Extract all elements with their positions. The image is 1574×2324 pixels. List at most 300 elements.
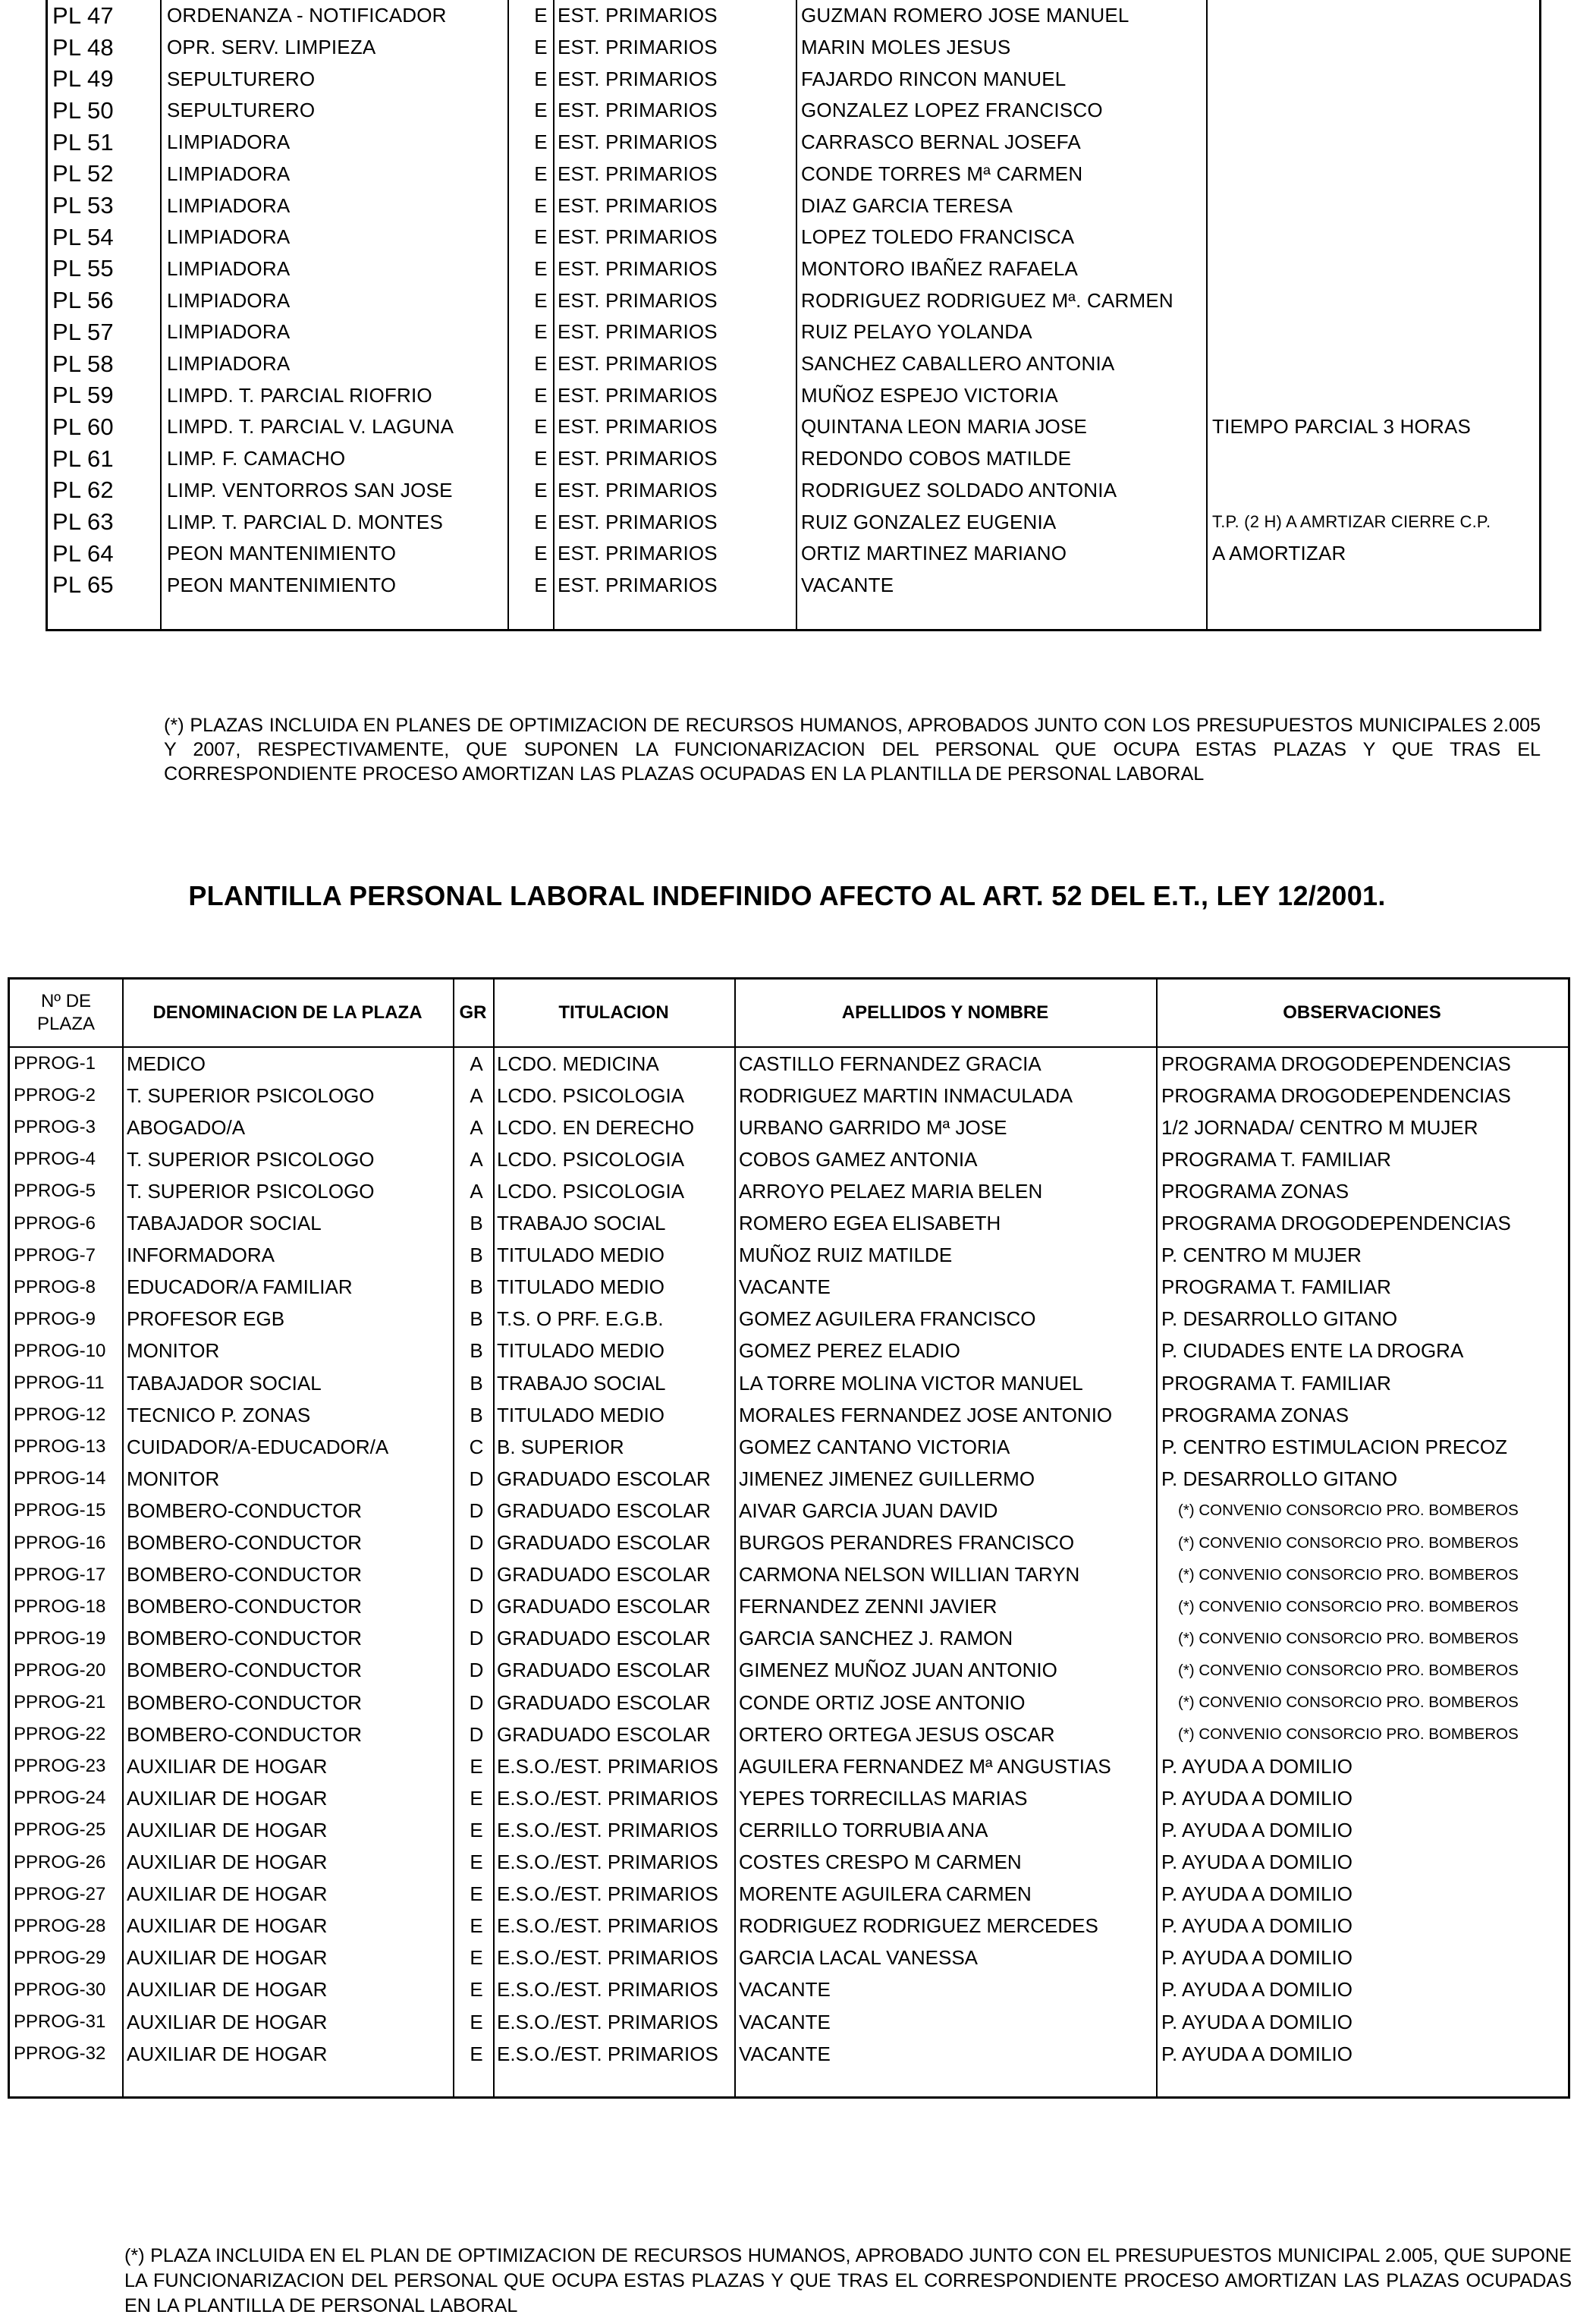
cell-denominacion: BOMBERO-CONDUCTOR	[127, 1498, 363, 1522]
cell-nombre: GIMENEZ MUÑOZ JUAN ANTONIO	[739, 1659, 1057, 1682]
cell-code: PPROG-13	[14, 1436, 106, 1458]
cell-nombre: DIAZ GARCIA TERESA	[801, 193, 1013, 217]
cell-denominacion: LIMPIADORA	[167, 256, 291, 280]
table-row	[10, 2006, 1568, 2038]
cell-nombre: RODRIGUEZ RODRIGUEZ MERCEDES	[739, 1914, 1098, 1938]
cell-code: PPROG-22	[14, 1724, 106, 1745]
table-row	[10, 1623, 1568, 1655]
cell-gr: E	[534, 225, 548, 249]
cell-observaciones: A AMORTIZAR	[1212, 542, 1346, 565]
cell-nombre: FAJARDO RINCON MANUEL	[801, 67, 1067, 90]
cell-nombre: BURGOS PERANDRES FRANCISCO	[739, 1531, 1075, 1555]
cell-gr: B	[470, 1307, 483, 1331]
cell-denominacion: BOMBERO-CONDUCTOR	[127, 1563, 363, 1587]
table-row	[48, 0, 1539, 32]
cell-denominacion: TABAJADOR SOCIAL	[127, 1371, 322, 1395]
cell-observaciones: P. AYUDA A DOMILIO	[1161, 2042, 1353, 2065]
cell-titulacion: EST. PRIMARIOS	[558, 225, 718, 249]
cell-denominacion: AUXILIAR DE HOGAR	[127, 1914, 328, 1938]
table-row	[10, 1655, 1568, 1687]
cell-titulacion: GRADUADO ESCOLAR	[497, 1722, 711, 1746]
cell-code: PPROG-30	[14, 1979, 106, 2000]
cell-nombre: VACANTE	[801, 573, 894, 596]
cell-denominacion: EDUCADOR/A FAMILIAR	[127, 1275, 353, 1299]
cell-observaciones: P. AYUDA A DOMILIO	[1161, 1851, 1353, 1874]
cell-denominacion: TECNICO P. ZONAS	[127, 1403, 311, 1426]
cell-nombre: FERNANDEZ ZENNI JAVIER	[739, 1595, 997, 1618]
cell-code: PPROG-17	[14, 1564, 106, 1585]
cell-titulacion: TITULADO MEDIO	[497, 1339, 665, 1363]
cell-titulacion: EST. PRIMARIOS	[558, 67, 718, 90]
table-row	[10, 1335, 1568, 1367]
cell-gr: E	[534, 36, 548, 59]
table-row	[10, 1463, 1568, 1495]
cell-denominacion: T. SUPERIOR PSICOLOGO	[127, 1083, 375, 1107]
cell-nombre: RUIZ PELAYO YOLANDA	[801, 320, 1032, 344]
cell-titulacion: E.S.O./EST. PRIMARIOS	[497, 1946, 718, 1970]
cell-code: PL 61	[52, 445, 114, 472]
cell-titulacion: LCDO. PSICOLOGIA	[497, 1179, 685, 1203]
cell-gr: D	[469, 1659, 484, 1682]
cell-code: PL 51	[52, 128, 114, 156]
cell-code: PPROG-12	[14, 1404, 106, 1426]
table-row	[10, 1304, 1568, 1335]
cell-gr: D	[469, 1690, 484, 1714]
table-row	[48, 190, 1539, 222]
cell-code: PPROG-23	[14, 1756, 106, 1777]
cell-nombre: CONDE ORTIZ JOSE ANTONIO	[739, 1690, 1026, 1714]
table-row	[48, 32, 1539, 64]
cell-code: PL 50	[52, 96, 114, 124]
cell-gr: E	[470, 2010, 483, 2033]
cell-titulacion: LCDO. PSICOLOGIA	[497, 1083, 685, 1107]
table-row	[10, 1527, 1568, 1559]
table-row	[10, 1367, 1568, 1399]
cell-gr: B	[470, 1212, 483, 1235]
cell-gr: B	[470, 1403, 483, 1426]
cell-nombre: VACANTE	[739, 1978, 831, 2002]
cell-nombre: MORALES FERNANDEZ JOSE ANTONIO	[739, 1403, 1113, 1426]
cell-nombre: ORTERO ORTEGA JESUS OSCAR	[739, 1722, 1055, 1746]
cell-nombre: AIVAR GARCIA JUAN DAVID	[739, 1498, 998, 1522]
cell-code: PPROG-7	[14, 1244, 96, 1266]
table-row	[48, 316, 1539, 348]
cell-titulacion: EST. PRIMARIOS	[558, 162, 718, 185]
cell-titulacion: EST. PRIMARIOS	[558, 383, 718, 407]
cell-code: PL 53	[52, 192, 114, 219]
cell-gr: E	[534, 288, 548, 312]
cell-observaciones: 1/2 JORNADA/ CENTRO M MUJER	[1161, 1115, 1478, 1139]
cell-observaciones: P. CENTRO ESTIMULACION PRECOZ	[1161, 1435, 1508, 1458]
cell-observaciones: P. AYUDA A DOMILIO	[1161, 1786, 1353, 1810]
table-row	[10, 1750, 1568, 1782]
cell-code: PPROG-18	[14, 1596, 106, 1617]
cell-titulacion: GRADUADO ESCOLAR	[497, 1659, 711, 1682]
cell-nombre: RUIZ GONZALEZ EUGENIA	[801, 510, 1057, 533]
cell-nombre: SANCHEZ CABALLERO ANTONIA	[801, 352, 1115, 376]
table-row	[48, 285, 1539, 316]
cell-gr: B	[470, 1339, 483, 1363]
cell-gr: E	[534, 447, 548, 470]
cell-code: PPROG-9	[14, 1308, 96, 1329]
cell-nombre: GONZALEZ LOPEZ FRANCISCO	[801, 99, 1103, 122]
cell-code: PPROG-26	[14, 1851, 106, 1873]
cell-titulacion: E.S.O./EST. PRIMARIOS	[497, 1914, 718, 1938]
cell-gr: E	[470, 1914, 483, 1938]
cell-gr: A	[470, 1115, 483, 1139]
cell-nombre: RODRIGUEZ SOLDADO ANTONIA	[801, 478, 1117, 502]
cell-nombre: RODRIGUEZ MARTIN INMACULADA	[739, 1083, 1073, 1107]
table-row	[48, 570, 1539, 602]
cell-titulacion: EST. PRIMARIOS	[558, 4, 718, 27]
cell-nombre: COBOS GAMEZ ANTONIA	[739, 1147, 978, 1171]
cell-titulacion: E.S.O./EST. PRIMARIOS	[497, 1754, 718, 1778]
table-row	[10, 1143, 1568, 1175]
cell-code: PL 62	[52, 476, 114, 504]
table-row	[10, 1687, 1568, 1719]
section-title: PLANTILLA PERSONAL LABORAL INDEFINIDO AFECTO AL ART. 52 DEL E.T., LEY 12/2001.	[188, 880, 1386, 911]
cell-code: PPROG-6	[14, 1212, 96, 1234]
cell-observaciones: P. AYUDA A DOMILIO	[1161, 1818, 1353, 1841]
cell-observaciones: P. AYUDA A DOMILIO	[1161, 2010, 1353, 2033]
cell-gr: D	[469, 1498, 484, 1522]
indefinido-table	[8, 977, 1570, 2099]
cell-code: PPROG-14	[14, 1468, 106, 1489]
cell-code: PL 65	[52, 571, 114, 599]
cell-nombre: VACANTE	[739, 2010, 831, 2033]
table-row	[48, 538, 1539, 570]
cell-code: PL 49	[52, 65, 114, 93]
cell-denominacion: OPR. SERV. LIMPIEZA	[167, 36, 376, 59]
cell-titulacion: GRADUADO ESCOLAR	[497, 1467, 711, 1490]
cell-denominacion: LIMPIADORA	[167, 288, 291, 312]
table-row	[48, 475, 1539, 507]
header-observaciones: OBSERVACIONES	[1283, 1002, 1441, 1023]
cell-observaciones: (*) CONVENIO CONSORCIO PRO. BOMBEROS	[1178, 1693, 1519, 1712]
cell-gr: E	[470, 1786, 483, 1810]
cell-denominacion: INFORMADORA	[127, 1244, 275, 1267]
cell-code: PPROG-25	[14, 1819, 106, 1841]
cell-observaciones: TIEMPO PARCIAL 3 HORAS	[1212, 415, 1472, 439]
cell-gr: C	[469, 1435, 484, 1458]
cell-code: PPROG-2	[14, 1085, 96, 1106]
table-row	[10, 1112, 1568, 1143]
cell-denominacion: BOMBERO-CONDUCTOR	[127, 1595, 363, 1618]
cell-code: PL 63	[52, 508, 114, 536]
cell-gr: E	[470, 1978, 483, 2002]
cell-gr: D	[469, 1595, 484, 1618]
cell-denominacion: LIMPD. T. PARCIAL RIOFRIO	[167, 383, 432, 407]
table-row	[10, 1175, 1568, 1207]
cell-denominacion: AUXILIAR DE HOGAR	[127, 1978, 328, 2002]
cell-denominacion: AUXILIAR DE HOGAR	[127, 1754, 328, 1778]
cell-code: PPROG-3	[14, 1117, 96, 1138]
table-row	[48, 222, 1539, 253]
cell-code: PL 54	[52, 223, 114, 250]
cell-nombre: ROMERO EGEA ELISABETH	[739, 1212, 1001, 1235]
cell-code: PPROG-20	[14, 1659, 106, 1681]
cell-observaciones: PROGRAMA ZONAS	[1161, 1403, 1349, 1426]
cell-denominacion: LIMP. VENTORROS SAN JOSE	[167, 478, 453, 502]
cell-denominacion: T. SUPERIOR PSICOLOGO	[127, 1179, 375, 1203]
table-row	[10, 1399, 1568, 1431]
header-code-line2: PLAZA	[36, 1014, 96, 1034]
cell-gr: A	[470, 1052, 483, 1075]
cell-observaciones: P. AYUDA A DOMILIO	[1161, 1978, 1353, 2002]
cell-nombre: MORENTE AGUILERA CARMEN	[739, 1882, 1032, 1906]
cell-gr: E	[534, 67, 548, 90]
footnote-bomberos: (*) PLAZA INCLUIDA EN EL PLAN DE OPTIMIZACION DE RECURSOS HUMANOS, APROBADO JUNTO CON EL PRESUPUESTOS MUNICIPAL 2.005, QUE SUPONE LA FUNCIONARIZACION DEL PERSONAL QUE OCUPA ESTAS PLAZAS Y QUE TRAS EL CORRESPONDIENTE PROCESO AMORTIZAN LAS PLAZAS OCUPADAS EN LA PLANTILLA DE PERSONAL LABORAL	[124, 2245, 1572, 2316]
cell-observaciones: P. DESARROLLO GITANO	[1161, 1467, 1398, 1490]
cell-titulacion: E.S.O./EST. PRIMARIOS	[497, 1851, 718, 1874]
cell-nombre: ORTIZ MARTINEZ MARIANO	[801, 542, 1067, 565]
cell-gr: E	[470, 1754, 483, 1778]
cell-gr: E	[470, 1946, 483, 1970]
cell-titulacion: LCDO. PSICOLOGIA	[497, 1147, 685, 1171]
cell-denominacion: LIMPIADORA	[167, 352, 291, 376]
cell-denominacion: AUXILIAR DE HOGAR	[127, 1851, 328, 1874]
cell-gr: A	[470, 1147, 483, 1171]
cell-gr: D	[469, 1563, 484, 1587]
cell-nombre: REDONDO COBOS MATILDE	[801, 447, 1072, 470]
cell-titulacion: EST. PRIMARIOS	[558, 99, 718, 122]
cell-code: PL 57	[52, 318, 114, 345]
laboral-table	[46, 0, 1541, 631]
cell-titulacion: EST. PRIMARIOS	[558, 36, 718, 59]
cell-titulacion: GRADUADO ESCOLAR	[497, 1690, 711, 1714]
cell-nombre: LA TORRE MOLINA VICTOR MANUEL	[739, 1371, 1083, 1395]
cell-denominacion: MEDICO	[127, 1052, 206, 1075]
cell-gr: A	[470, 1179, 483, 1203]
cell-nombre: QUINTANA LEON MARIA JOSE	[801, 415, 1088, 439]
table-row	[48, 411, 1539, 443]
cell-nombre: CONDE TORRES Mª CARMEN	[801, 162, 1083, 185]
cell-titulacion: TITULADO MEDIO	[497, 1244, 665, 1267]
cell-nombre: CERRILLO TORRUBIA ANA	[739, 1818, 988, 1841]
table-row	[48, 506, 1539, 538]
table-row	[48, 95, 1539, 127]
cell-nombre: RODRIGUEZ RODRIGUEZ Mª. CARMEN	[801, 288, 1173, 312]
cell-titulacion: EST. PRIMARIOS	[558, 542, 718, 565]
cell-observaciones: (*) CONVENIO CONSORCIO PRO. BOMBEROS	[1178, 1597, 1519, 1615]
cell-code: PPROG-4	[14, 1149, 96, 1170]
cell-denominacion: MONITOR	[127, 1467, 220, 1490]
cell-code: PL 60	[52, 413, 114, 440]
cell-denominacion: AUXILIAR DE HOGAR	[127, 1818, 328, 1841]
cell-titulacion: TITULADO MEDIO	[497, 1275, 665, 1299]
cell-nombre: AGUILERA FERNANDEZ Mª ANGUSTIAS	[739, 1754, 1111, 1778]
cell-code: PPROG-8	[14, 1276, 96, 1297]
cell-titulacion: LCDO. MEDICINA	[497, 1052, 659, 1075]
cell-gr: A	[470, 1083, 483, 1107]
cell-denominacion: AUXILIAR DE HOGAR	[127, 1786, 328, 1810]
cell-titulacion: E.S.O./EST. PRIMARIOS	[497, 2042, 718, 2065]
cell-observaciones: PROGRAMA DROGODEPENDENCIAS	[1161, 1052, 1511, 1075]
table-row	[10, 1048, 1568, 1080]
cell-gr: E	[470, 2042, 483, 2065]
header-code	[10, 980, 122, 1046]
cell-code: PL 52	[52, 160, 114, 187]
cell-titulacion: GRADUADO ESCOLAR	[497, 1595, 711, 1618]
table-row	[10, 1942, 1568, 1974]
table-row	[10, 1240, 1568, 1272]
cell-titulacion: EST. PRIMARIOS	[558, 415, 718, 439]
table-row	[10, 1080, 1568, 1112]
cell-observaciones: PROGRAMA T. FAMILIAR	[1161, 1275, 1391, 1299]
cell-observaciones: P. CENTRO M MUJER	[1161, 1244, 1362, 1267]
cell-nombre: GARCIA LACAL VANESSA	[739, 1946, 979, 1970]
cell-gr: E	[470, 1818, 483, 1841]
cell-gr: E	[534, 383, 548, 407]
cell-denominacion: LIMP. F. CAMACHO	[167, 447, 346, 470]
table-row	[48, 253, 1539, 285]
cell-titulacion: GRADUADO ESCOLAR	[497, 1563, 711, 1587]
cell-observaciones: P. DESARROLLO GITANO	[1161, 1307, 1398, 1331]
header-code-line1: Nº DE	[40, 991, 92, 1011]
cell-observaciones: P. AYUDA A DOMILIO	[1161, 1754, 1353, 1778]
table-row	[48, 159, 1539, 190]
cell-gr: E	[534, 193, 548, 217]
cell-titulacion: EST. PRIMARIOS	[558, 131, 718, 154]
cell-gr: D	[469, 1467, 484, 1490]
cell-gr: E	[534, 99, 548, 122]
cell-nombre: CARMONA NELSON WILLIAN TARYN	[739, 1563, 1080, 1587]
cell-denominacion: AUXILIAR DE HOGAR	[127, 2010, 328, 2033]
cell-titulacion: EST. PRIMARIOS	[558, 352, 718, 376]
cell-nombre: JIMENEZ JIMENEZ GUILLERMO	[739, 1467, 1035, 1490]
cell-observaciones: (*) CONVENIO CONSORCIO PRO. BOMBEROS	[1178, 1725, 1519, 1744]
table-row	[48, 348, 1539, 380]
cell-code: PPROG-31	[14, 2011, 106, 2033]
cell-observaciones: P. AYUDA A DOMILIO	[1161, 1882, 1353, 1906]
cell-denominacion: AUXILIAR DE HOGAR	[127, 1882, 328, 1906]
cell-nombre: LOPEZ TOLEDO FRANCISCA	[801, 225, 1075, 249]
cell-nombre: GUZMAN ROMERO JOSE MANUEL	[801, 4, 1129, 27]
cell-nombre: YEPES TORRECILLAS MARIAS	[739, 1786, 1028, 1810]
cell-code: PPROG-32	[14, 2043, 106, 2065]
cell-code: PPROG-24	[14, 1788, 106, 1809]
table-row	[10, 1814, 1568, 1846]
table-row	[48, 127, 1539, 159]
cell-titulacion: EST. PRIMARIOS	[558, 193, 718, 217]
cell-nombre: MUÑOZ RUIZ MATILDE	[739, 1244, 953, 1267]
cell-observaciones: (*) CONVENIO CONSORCIO PRO. BOMBEROS	[1178, 1565, 1519, 1583]
cell-titulacion: LCDO. EN DERECHO	[497, 1115, 695, 1139]
cell-observaciones: PROGRAMA DROGODEPENDENCIAS	[1161, 1212, 1511, 1235]
cell-denominacion: T. SUPERIOR PSICOLOGO	[127, 1147, 375, 1171]
cell-denominacion: ORDENANZA - NOTIFICADOR	[167, 4, 447, 27]
cell-titulacion: E.S.O./EST. PRIMARIOS	[497, 2010, 718, 2033]
cell-denominacion: BOMBERO-CONDUCTOR	[127, 1531, 363, 1555]
cell-denominacion: LIMPIADORA	[167, 193, 291, 217]
cell-nombre: GOMEZ AGUILERA FRANCISCO	[739, 1307, 1036, 1331]
table-row	[10, 1910, 1568, 1942]
cell-observaciones: P. AYUDA A DOMILIO	[1161, 1946, 1353, 1970]
cell-nombre: VACANTE	[739, 2042, 831, 2065]
cell-code: PPROG-11	[14, 1373, 105, 1394]
table-row	[10, 1719, 1568, 1750]
cell-denominacion: ABOGADO/A	[127, 1115, 246, 1139]
cell-gr: E	[534, 352, 548, 376]
cell-gr: E	[534, 542, 548, 565]
table-row	[10, 1847, 1568, 1879]
cell-gr: E	[534, 4, 548, 27]
cell-code: PPROG-5	[14, 1181, 96, 1202]
table-row	[10, 1974, 1568, 2006]
header-gr: GR	[459, 1002, 487, 1023]
cell-code: PPROG-16	[14, 1532, 106, 1553]
header-denominacion: DENOMINACION DE LA PLAZA	[152, 1002, 423, 1023]
cell-code: PPROG-15	[14, 1500, 106, 1521]
cell-denominacion: AUXILIAR DE HOGAR	[127, 2042, 328, 2065]
cell-gr: E	[534, 510, 548, 533]
cell-nombre: GOMEZ PEREZ ELADIO	[739, 1339, 960, 1363]
cell-observaciones: T.P. (2 H) A AMRTIZAR CIERRE C.P.	[1212, 512, 1491, 532]
cell-observaciones: P. CIUDADES ENTE LA DROGRA	[1161, 1339, 1464, 1363]
cell-titulacion: EST. PRIMARIOS	[558, 447, 718, 470]
cell-code: PPROG-27	[14, 1883, 106, 1904]
cell-observaciones: PROGRAMA DROGODEPENDENCIAS	[1161, 1083, 1511, 1107]
cell-observaciones: (*) CONVENIO CONSORCIO PRO. BOMBEROS	[1178, 1661, 1519, 1679]
cell-denominacion: BOMBERO-CONDUCTOR	[127, 1627, 363, 1650]
cell-code: PL 48	[52, 33, 114, 61]
cell-code: PPROG-29	[14, 1947, 106, 1968]
cell-gr: E	[534, 162, 548, 185]
cell-nombre: CASTILLO FERNANDEZ GRACIA	[739, 1052, 1041, 1075]
cell-titulacion: E.S.O./EST. PRIMARIOS	[497, 1786, 718, 1810]
cell-code: PPROG-21	[14, 1692, 106, 1713]
cell-code: PPROG-28	[14, 1915, 106, 1936]
cell-gr: E	[534, 415, 548, 439]
cell-titulacion: EST. PRIMARIOS	[558, 320, 718, 344]
cell-gr: E	[470, 1851, 483, 1874]
cell-gr: B	[470, 1244, 483, 1267]
table-row	[10, 1591, 1568, 1623]
table-row	[10, 1208, 1568, 1240]
cell-gr: E	[534, 131, 548, 154]
cell-code: PPROG-19	[14, 1627, 106, 1649]
cell-denominacion: LIMPIADORA	[167, 131, 291, 154]
table-row	[10, 1782, 1568, 1814]
cell-gr: E	[470, 1882, 483, 1906]
table-row	[10, 1272, 1568, 1304]
cell-observaciones: PROGRAMA T. FAMILIAR	[1161, 1371, 1391, 1395]
header-nombre: APELLIDOS Y NOMBRE	[841, 1002, 1049, 1023]
header-titulacion: TITULACION	[558, 1002, 669, 1023]
cell-titulacion: EST. PRIMARIOS	[558, 573, 718, 596]
cell-titulacion: GRADUADO ESCOLAR	[497, 1531, 711, 1555]
cell-titulacion: TRABAJO SOCIAL	[497, 1212, 666, 1235]
cell-denominacion: SEPULTURERO	[167, 67, 316, 90]
cell-code: PL 56	[52, 287, 114, 314]
cell-code: PPROG-10	[14, 1340, 106, 1361]
table-row	[10, 1879, 1568, 1910]
cell-denominacion: LIMPD. T. PARCIAL V. LAGUNA	[167, 415, 454, 439]
cell-titulacion: EST. PRIMARIOS	[558, 256, 718, 280]
table-row	[10, 1431, 1568, 1463]
cell-nombre: MONTORO IBAÑEZ RAFAELA	[801, 256, 1079, 280]
cell-gr: B	[470, 1371, 483, 1395]
cell-gr: D	[469, 1627, 484, 1650]
cell-gr: E	[534, 573, 548, 596]
cell-observaciones: PROGRAMA T. FAMILIAR	[1161, 1147, 1391, 1171]
table-row	[48, 63, 1539, 95]
cell-titulacion: GRADUADO ESCOLAR	[497, 1498, 711, 1522]
cell-titulacion: E.S.O./EST. PRIMARIOS	[497, 1882, 718, 1906]
cell-titulacion: TRABAJO SOCIAL	[497, 1371, 666, 1395]
cell-titulacion: EST. PRIMARIOS	[558, 288, 718, 312]
cell-code: PPROG-1	[14, 1053, 96, 1074]
